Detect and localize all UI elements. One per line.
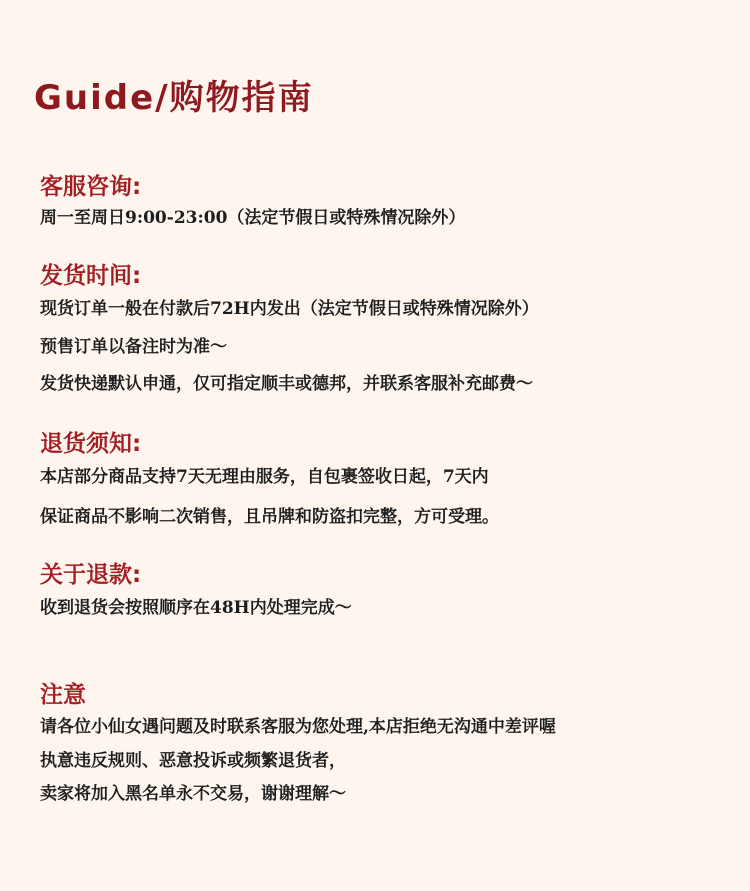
refund-heading: 关于退款: (40, 562, 142, 588)
notice-line-2: 执意违反规则、恶意投诉或频繁退货者， (40, 751, 346, 771)
shipping-time-line-3: 发货快递默认申通，仅可指定顺丰或德邦，并联系客服补充邮费～ (40, 374, 533, 394)
return-policy-line-1: 本店部分商品支持7天无理由服务，自包裹签收日起，7天内 (40, 467, 489, 487)
notice-line-1: 请各位小仙女遇问题及时联系客服为您处理,本店拒绝无沟通中差评喔 (40, 717, 556, 737)
shipping-time-line-2: 预售订单以备注时为准～ (40, 337, 227, 357)
page-title: Guide/购物指南 (34, 78, 314, 118)
shipping-time-heading: 发货时间: (40, 263, 142, 289)
return-policy-line-2: 保证商品不影响二次销售，且吊牌和防盗扣完整，方可受理。 (40, 507, 499, 527)
customer-service-line-1: 周一至周日9:00-23:00（法定节假日或特殊情况除外） (40, 208, 466, 228)
return-policy-heading: 退货须知: (40, 431, 142, 457)
notice-heading: 注意 (40, 682, 86, 708)
shipping-time-line-1: 现货订单一般在付款后72H内发出（法定节假日或特殊情况除外） (40, 299, 539, 319)
customer-service-heading: 客服咨询: (40, 174, 142, 200)
refund-line-1: 收到退货会按照顺序在48H内处理完成～ (40, 598, 352, 618)
notice-line-3: 卖家将加入黑名单永不交易，谢谢理解～ (40, 784, 346, 804)
